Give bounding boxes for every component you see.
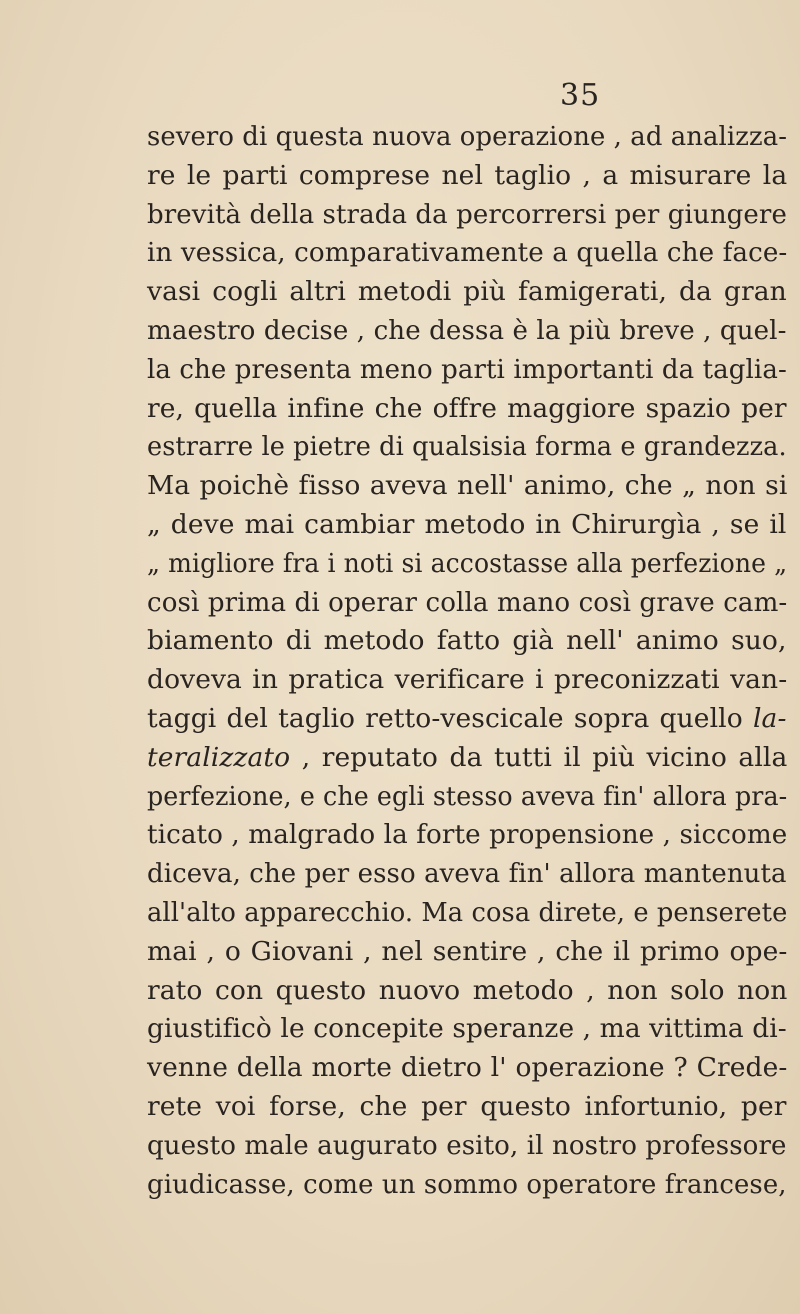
text-line <box>147 894 788 933</box>
text-line <box>147 700 787 739</box>
text-line <box>147 1127 787 1166</box>
text-segment: biamento di metodo fatto già nell' animo suo, <box>147 625 787 657</box>
text-segment: estrarre le pietre di qualsisia forma e grandezza. <box>147 431 787 463</box>
text-line <box>147 428 787 467</box>
text-line <box>147 467 787 506</box>
text-segment: re, quella infine che offre maggiore spazio per <box>147 392 787 424</box>
text-segment: rato con questo nuovo metodo , non solo non <box>147 974 788 1006</box>
text-line <box>147 972 787 1011</box>
text-line <box>147 661 787 700</box>
text-segment: maestro decise , che dessa è la più breve , quel- <box>147 314 787 346</box>
text-segment: vasi cogli altri metodi più famigerati, da gran <box>147 276 787 308</box>
text-line <box>147 1049 787 1088</box>
text-segment: taggi del taglio retto-vescicale sopra quello <box>147 702 753 734</box>
text-line <box>147 855 787 894</box>
text-line <box>147 933 787 972</box>
text-line <box>147 312 787 351</box>
text-segment: , reputato da tutti il più vicino alla <box>290 741 788 773</box>
text-line <box>147 1088 787 1127</box>
text-segment: ticato , malgrado la forte propensione , siccome <box>147 819 788 851</box>
text-line <box>147 584 788 623</box>
text-line <box>147 739 787 778</box>
text-segment: così prima di operar colla mano così grave cam- <box>147 586 788 618</box>
text-segment: Ma poichè fisso aveva nell' animo, che „ non si <box>147 470 788 502</box>
text-segment: venne della morte dietro l' operazione ? Crede- <box>147 1052 788 1084</box>
text-segment: in vessica, comparativamente a quella che face- <box>147 237 788 269</box>
text-segment: all'alto apparecchio. Ma cosa direte, e penserete <box>147 896 788 928</box>
text-line <box>147 273 787 312</box>
text-segment: la che presenta meno parti importanti da taglia- <box>147 353 787 385</box>
text-segment: diceva, che per esso aveva fin' allora mantenuta <box>147 858 787 890</box>
text-segment: „ migliore fra i noti si accostasse alla perfezione „ <box>147 547 788 579</box>
text-segment: mai , o Giovani , nel sentire , che il primo ope- <box>147 935 788 967</box>
text-line <box>147 1166 787 1205</box>
text-line <box>147 157 787 196</box>
text-segment: brevità della strada da percorrersi per giungere <box>147 198 787 230</box>
text-segment: giustificò le concepite speranze , ma vittima di- <box>147 1013 787 1045</box>
text-line <box>147 545 788 584</box>
text-line <box>147 118 788 157</box>
text-line <box>147 196 787 235</box>
text-line <box>147 816 788 855</box>
text-segment: rete voi forse, che per questo infortunio, per <box>147 1090 787 1122</box>
page-number: 35 <box>560 78 601 113</box>
text-segment: severo di questa nuova operazione , ad analizza- <box>147 121 788 152</box>
text-line <box>147 778 788 817</box>
text-segment: perfezione, e che egli stesso aveva fin' allora pra- <box>147 780 788 812</box>
text-line <box>147 390 787 429</box>
text-segment: „ deve mai cambiar metodo in Chirurgìa , se il <box>147 508 787 540</box>
text-line <box>147 506 787 545</box>
italic-text: la- <box>752 702 787 734</box>
text-segment: questo male augurato esito, il nostro professore <box>147 1129 787 1161</box>
text-segment: re le parti comprese nel taglio , a misurare la <box>147 159 788 191</box>
body-text <box>147 118 787 1204</box>
text-line <box>147 1010 785 1049</box>
text-line <box>147 351 787 390</box>
text-segment: giudicasse, come un sommo operatore francese, <box>147 1168 787 1200</box>
text-segment: doveva in pratica verificare i preconizzati van- <box>147 664 788 696</box>
italic-text: teralizzato <box>147 741 291 773</box>
text-line <box>147 234 788 273</box>
text-line <box>147 622 787 661</box>
